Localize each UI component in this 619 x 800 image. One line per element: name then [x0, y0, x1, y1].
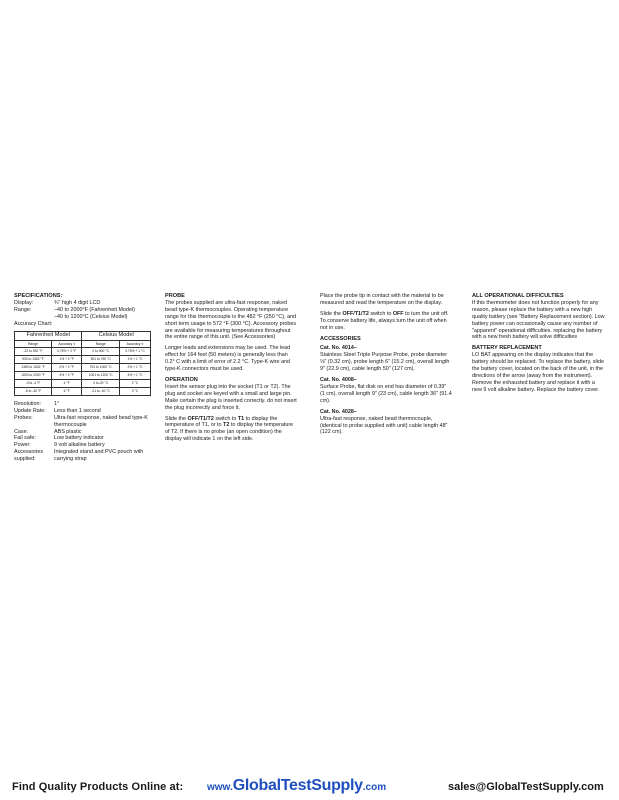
accessories-heading: ACCESSORIES: [320, 335, 361, 342]
spec-range: Range: –40 to 2000°F (Fahrenheit Model) –40 to 1200°C (Celsius Model): [14, 306, 135, 320]
spec-probes: Probes: Ultra-fast response, naked bead type-K thermocouple: [14, 414, 148, 428]
battery-paragraph: LO BAT appearing on the display indicates that the battery should be replaced. To replace the battery, slide the battery cover, located on the back of the unit, in the directions of the arrow (away from the instrument). Remove the exhausted battery and replace it with a new 9 volt alkaline battery. Replace the battery cover.: [472, 352, 604, 393]
spec-power: Power: 9 volt alkaline battery: [14, 442, 105, 449]
cat-4014-text: Stainless Steel Triple Purpose Probe, probe diameter ⅛" (0.32 cm), probe length 6" (15.2 cm), overall length 9" (22.9 cm), cable length 50" (127 cm).: [320, 352, 450, 373]
table-row: 1833 to 2000 °F 4% + 2 °F 1001 to 1200 °C 4% + 1 °C: [15, 372, 151, 380]
spec-update-rate: Update Rate: Less than 1 second: [14, 407, 101, 414]
specifications-column: [14, 293, 154, 463]
leads-paragraph: Longer leads and extensions may be used. The lead effect for 164 feet (50 meters) is generally less than 0.2° C with a limit of error of 2.2 °C. Type-K wire and type-K connectors must be used.: [165, 345, 291, 373]
table-row: -3 to -4 °F 4 °F 0 to-20 °C 2 °C: [15, 380, 151, 388]
spec-resolution: Resolution: 1°: [14, 400, 60, 407]
battery-heading: BATTERY REPLACEMENT: [472, 345, 542, 352]
email-link[interactable]: sales@GlobalTestSupply.com: [448, 781, 604, 793]
difficulties-heading: ALL OPERATIONAL DIFFICULTIES: [472, 293, 564, 299]
difficulties-paragraph: If this thermometer does not function properly for any reason, please replace the battery with a new high quality battery (see "Battery Replacement section). Low battery power can occasionally cause any number of "apparent" operational difficulties. replacing the battery with a new fresh battery will solve difficulties: [472, 299, 605, 341]
specifications-heading: SPECIFICATIONS:: [14, 293, 63, 299]
website-link[interactable]: www.GlobalTestSupply.com: [207, 777, 387, 794]
probe-operation-column: [165, 293, 297, 447]
cat-4028-label: Cat. No. 4028–: [320, 408, 357, 415]
celsius-header: Celsius Model: [82, 331, 151, 340]
accuracy-chart-label: Accuracy Chart:: [14, 320, 53, 327]
probe-contact-paragraph: Place the probe tip in contact with the material to be measured and read the temperature on the display.: [320, 293, 444, 306]
accuracy-table: Fahrenheit Model Celsius Model Range Accuracy ± Range Accuracy ± -22 to 932 °F 0.75% + 2 °F 0 to 500 °C 0.75% + 1 °C 933 to 1382 °F 1% + 2 °F 501 to 750 °C 1% + 1 °C 1383 to 1832 °F 2% + 2 °F 751 to 1000 °C 2% + 1 °C 1833 to 2000 °F 4% + 2 °F 1001 to 1200 °C 4% + 1 °C -3 to -4 °F 4 °F 0 to-20 °C 2 °C -5 to -40 °F 6 °F -21 to -40 °C 3 °C: [14, 331, 151, 396]
probe-heading: PROBE: [165, 293, 185, 299]
operation-paragraph: Insert the sensor plug into the socket (T1 or T2). The plug and socket are keyed with a small and large pin. Make certain the plug is inserted correctly. do not insert the plug incorrectly and force it.: [165, 383, 297, 411]
switch-paragraph: Slide the OFF/T1/T2 switch to T1 to display the temperature of T1, or to T2 to display the temperature of T2. If there is no probe (an open condition) the display will indicate 1 on the left side.: [165, 415, 294, 443]
cat-4008-label: Cat. No. 4008–: [320, 377, 357, 384]
spec-display: Display: ¾" high 4 digit LCD: [14, 299, 101, 306]
cat-4008-text: Surface Probe, flat disk on end has diameter of 0.39" (1 cm), overall length 9" (23 cm), cable length 36" (91.4 cm).: [320, 383, 452, 404]
table-row: -5 to -40 °F 6 °F -21 to -40 °C 3 °C: [15, 387, 151, 395]
off-switch-paragraph: Slide the OFF/T1/T2 switch to OFF to turn the unit off. To conserve battery life, always turn the unit off when not in use.: [320, 310, 449, 331]
troubleshooting-column: [472, 293, 606, 398]
spec-fail-safe: Fail safe: Low battery indicator: [14, 435, 104, 442]
footer-tagline: Find Quality Products Online at:: [12, 781, 184, 793]
cat-4014-label: Cat. No. 4014–: [320, 345, 357, 352]
fahrenheit-header: Fahrenheit Model: [15, 331, 82, 340]
footer: [0, 777, 619, 797]
table-row: -22 to 932 °F 0.75% + 2 °F 0 to 500 °C 0.75% + 1 °C: [15, 348, 151, 356]
cat-4028-text: Ultra-fast response, naked bead thermocouple, (identical to probe supplied with unit) cable length 48" (122 cm).: [320, 415, 448, 436]
spec-case: Case: ABS plastic: [14, 428, 82, 435]
table-row: 933 to 1382 °F 1% + 2 °F 501 to 750 °C 1% + 1 °C: [15, 356, 151, 364]
accessories-column: [320, 293, 452, 440]
probe-paragraph: The probes supplied are ultra-fast response, naked bead type-K thermocouples. Operating temperature range for this thermocouple is the 482 °F (250 °C), and short term usage to 572 °F (300 °C). Accessory probes are available for measuring temperatures throughout the entire range of this unit. (See Accessories): [165, 299, 297, 341]
spec-accessories: Accessories supplied: Integrated stand and PVC pouch with carrying strap: [14, 449, 144, 463]
operation-heading: OPERATION: [165, 376, 198, 383]
table-row: 1383 to 1832 °F 2% + 2 °F 751 to 1000 °C 2% + 1 °C: [15, 364, 151, 372]
